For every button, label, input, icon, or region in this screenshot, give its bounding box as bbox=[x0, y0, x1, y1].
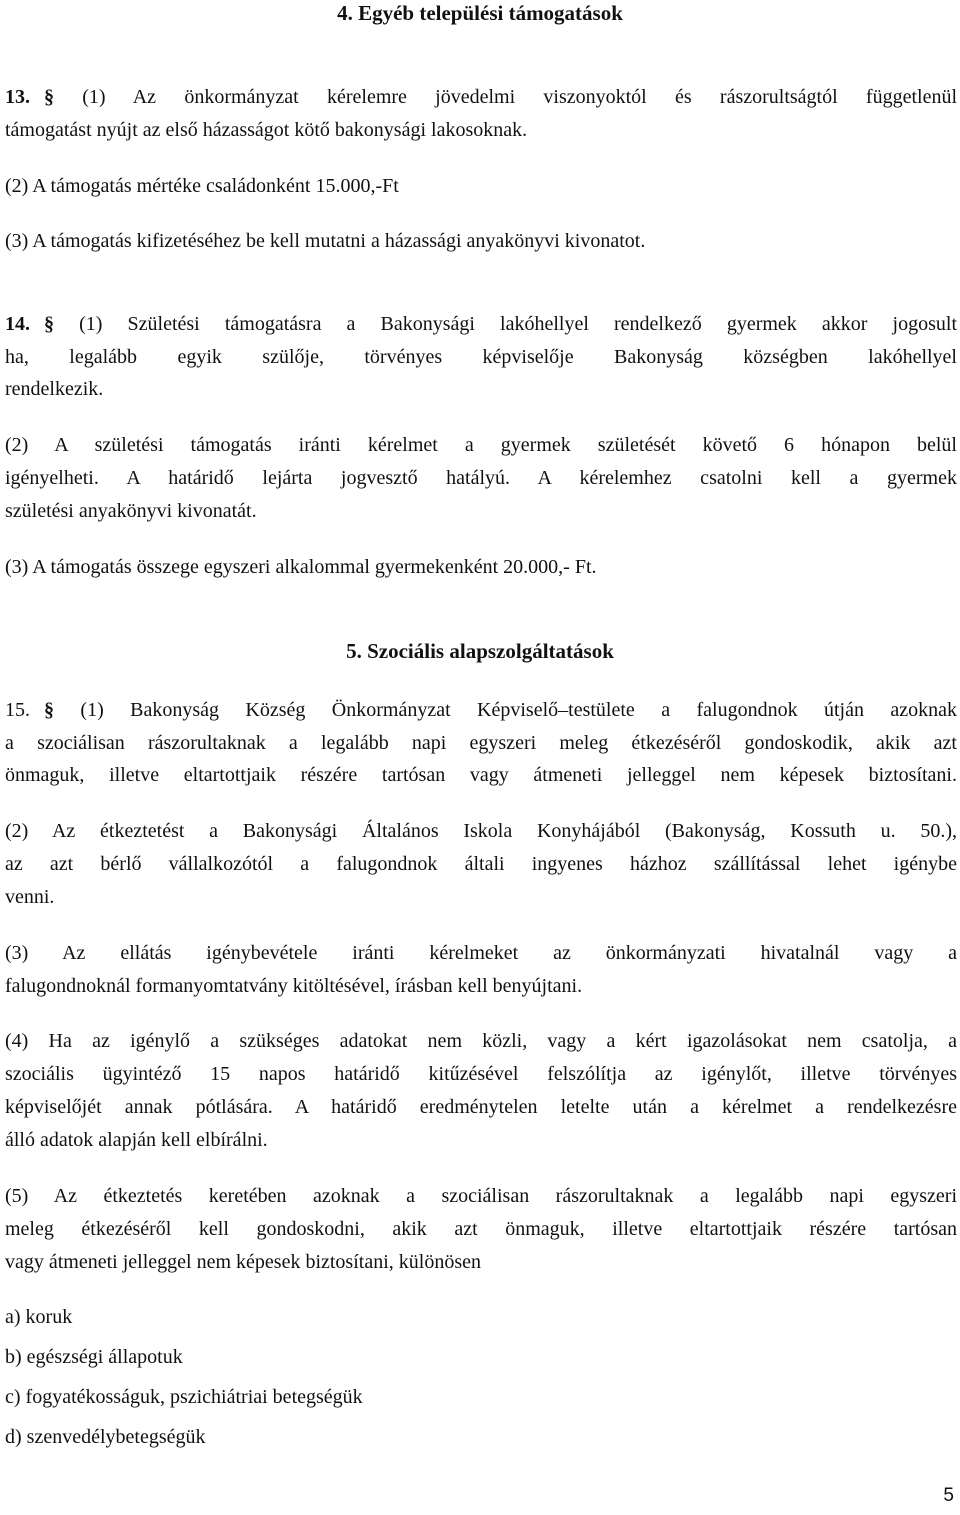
section-symbol-13: § bbox=[44, 86, 54, 108]
paragraph-15-4-line-4: álló adatok alapján kell elbírálni. bbox=[5, 1129, 268, 1151]
paragraph-15-1-line-2: a szociálisan rászorultaknak a legalább napi egyszeri meleg étkezéséről gondoskodik, akik azt bbox=[5, 732, 957, 754]
paragraph-14-2-line-3: születési anyakönyvi kivonatát. bbox=[5, 500, 257, 522]
paragraph-14-3: (3) A támogatás összege egyszeri alkalommal gyermekenként 20.000,- Ft. bbox=[5, 556, 597, 578]
paragraph-13-3: (3) A támogatás kifizetéséhez be kell mutatni a házassági anyakönyvi kivonatot. bbox=[5, 230, 646, 252]
list-item: d) szenvedélybetegségük bbox=[5, 1426, 206, 1448]
paragraph-13-1-text: (1) Az önkormányzat kérelemre jövedelmi viszonyoktól és rászorultságtól függetlenül bbox=[82, 86, 958, 108]
section-number-13: 13. bbox=[5, 86, 30, 108]
paragraph-13-1-line-2: támogatást nyújt az első házasságot kötő bakonysági lakosoknak. bbox=[5, 119, 528, 141]
section-symbol-15: § bbox=[44, 699, 54, 721]
paragraph-14-1-line-3: rendelkezik. bbox=[5, 378, 104, 400]
paragraph-14-1-text: (1) Születési támogatásra a Bakonysági lakóhellyel rendelkező gyermek akkor jogosult bbox=[79, 313, 957, 335]
paragraph-15-5-line-1: (5) Az étkeztetés keretében azoknak a szociálisan rászorultaknak a legalább napi egyszeri bbox=[5, 1185, 957, 1207]
page-number: 5 bbox=[943, 1485, 954, 1506]
paragraph-15-2-line-1: (2) Az étkeztetést a Bakonysági Általános Iskola Konyhájából (Bakonyság, Kossuth u. 50.), bbox=[5, 820, 957, 842]
list-item: b) egészségi állapotuk bbox=[5, 1346, 183, 1368]
section-number-15: 15. bbox=[5, 699, 30, 721]
paragraph-13-1-line-1 bbox=[5, 84, 957, 110]
paragraph-14-2-line-2: igényelheti. A határidő lejárta jogvesztő hatályú. A kérelemhez csatolni kell a gyermek bbox=[5, 467, 957, 489]
paragraph-15-4-line-3: képviselőjét annak pótlására. A határidő eredménytelen letelte után a kérelmet a rendelkezésre bbox=[5, 1096, 957, 1118]
section-heading-4: 4. Egyéb települési támogatások bbox=[337, 1, 623, 25]
section-heading-5: 5. Szociális alapszolgáltatások bbox=[346, 639, 614, 663]
paragraph-15-4-line-1: (4) Ha az igénylő a szükséges adatokat nem közli, vagy a kért igazolásokat nem csatolja, a bbox=[5, 1030, 957, 1052]
paragraph-15-3-line-2: falugondnoknál formanyomtatvány kitöltésével, írásban kell benyújtani. bbox=[5, 975, 583, 997]
paragraph-14-1-line-1 bbox=[5, 311, 957, 337]
paragraph-15-5-line-2: meleg étkezéséről kell gondoskodni, akik azt önmaguk, illetve eltartottjaik részére tartósan bbox=[5, 1218, 957, 1240]
paragraph-15-4-line-2: szociális ügyintéző 15 napos határidő kitűzésével felszólítja az igénylőt, illetve törvényes bbox=[5, 1063, 957, 1085]
paragraph-15-5-line-3: vagy átmeneti jelleggel nem képesek biztosítani, különösen bbox=[5, 1251, 481, 1273]
paragraph-13-2: (2) A támogatás mértéke családonként 15.000,-Ft bbox=[5, 175, 399, 197]
section-symbol-14: § bbox=[44, 313, 54, 335]
paragraph-15-1-line-3: önmaguk, illetve eltartottjaik részére tartósan vagy átmeneti jelleggel nem képesek biztosítani. bbox=[5, 764, 957, 786]
paragraph-14-1-line-2: ha, legalább egyik szülője, törvényes képviselője Bakonyság községben lakóhellyel bbox=[5, 346, 957, 368]
paragraph-15-1-text: (1) Bakonyság Község Önkormányzat Képviselő–testülete a falugondnok útján azoknak bbox=[80, 699, 957, 721]
list-item: a) koruk bbox=[5, 1306, 73, 1328]
list-item: c) fogyatékosságuk, pszichiátriai betegségük bbox=[5, 1386, 363, 1408]
paragraph-15-2-line-3: venni. bbox=[5, 886, 55, 908]
section-number-14: 14. bbox=[5, 313, 30, 335]
paragraph-15-1-line-1 bbox=[5, 697, 957, 723]
paragraph-15-2-line-2: az azt bérlő vállalkozótól a falugondnok általi ingyenes házhoz szállítással lehet igénybe bbox=[5, 853, 957, 875]
paragraph-15-3-line-1: (3) Az ellátás igénybevétele iránti kérelmeket az önkormányzati hivatalnál vagy a bbox=[5, 942, 957, 964]
paragraph-14-2-line-1: (2) A születési támogatás iránti kérelmet a gyermek születését követő 6 hónapon belül bbox=[5, 434, 957, 456]
